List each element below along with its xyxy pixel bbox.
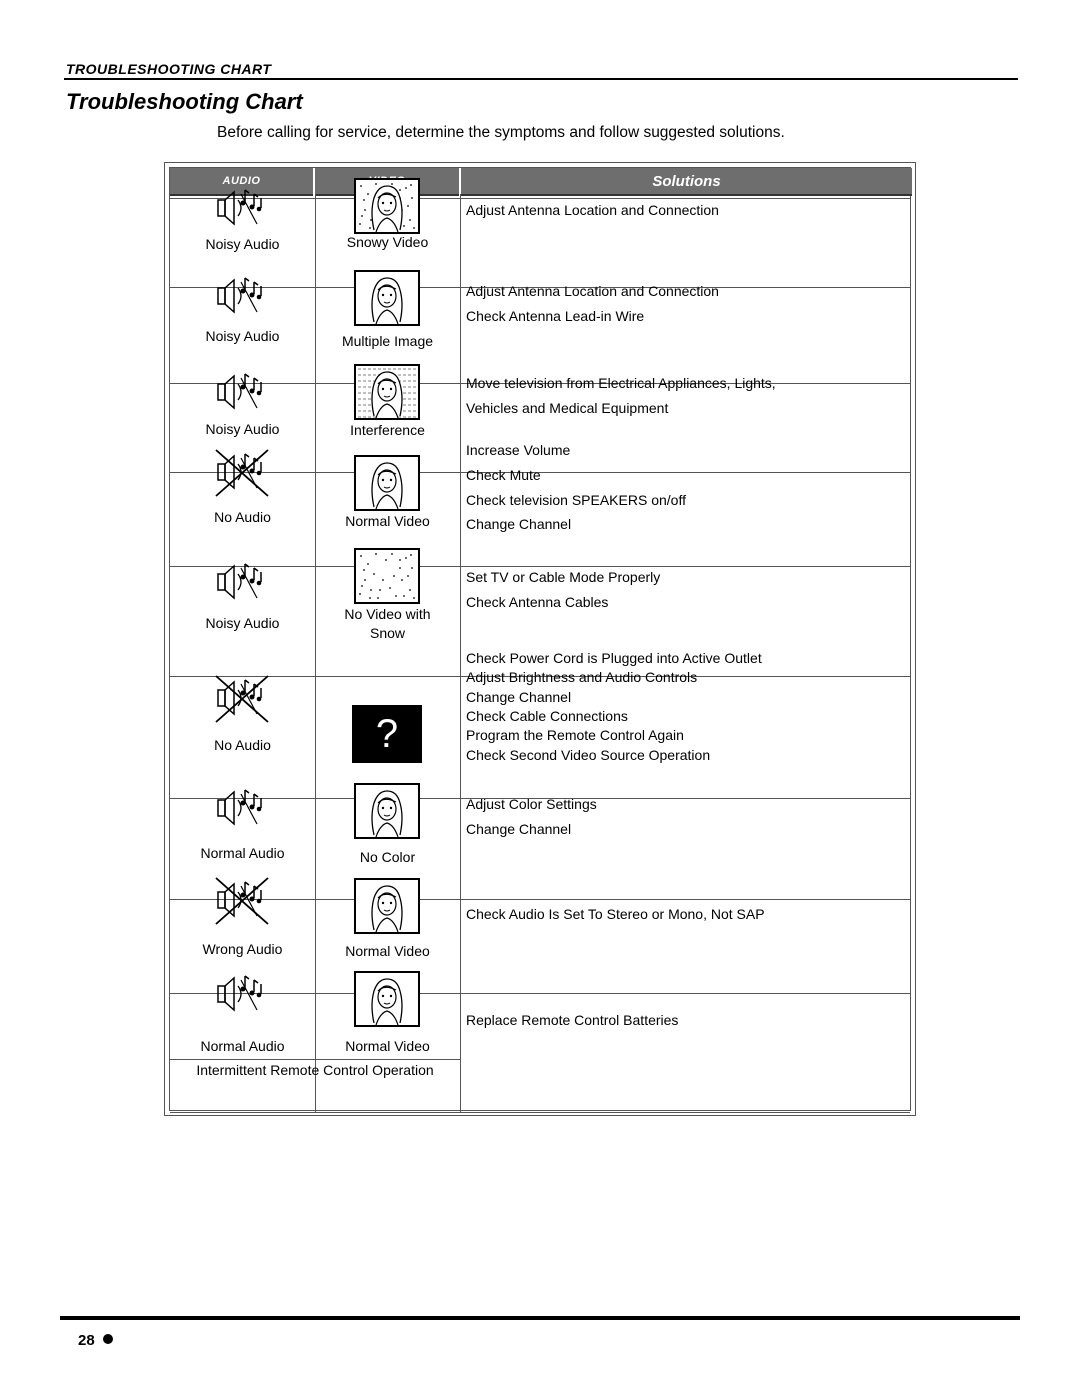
row-separator — [170, 1112, 910, 1113]
column-separator — [315, 194, 316, 1112]
row-separator — [170, 993, 910, 994]
solution-text: Adjust Color Settings — [466, 796, 597, 812]
video-label: Normal Video — [345, 943, 430, 959]
footer-rule — [60, 1316, 1020, 1320]
intro-text: Before calling for service, determine the symptoms and follow suggested solutions. — [217, 124, 785, 141]
audio-label: Normal Audio — [200, 845, 285, 861]
row-separator — [170, 899, 910, 900]
muted-speaker-icon — [214, 674, 270, 724]
audio-label: Wrong Audio — [202, 941, 283, 957]
footnote-label: Intermittent Remote Control Operation — [196, 1062, 434, 1078]
speaker-icon — [214, 970, 270, 1020]
audio-label: Noisy Audio — [205, 421, 280, 437]
tv-screen-icon — [354, 364, 420, 420]
video-label: Snow — [369, 625, 406, 641]
solutions-column-header: Solutions — [461, 168, 912, 196]
tv-screen-icon — [354, 270, 420, 326]
row-separator — [170, 1059, 460, 1060]
muted-speaker-icon — [214, 876, 270, 926]
solution-text: Adjust Antenna Location and Connection — [466, 283, 719, 299]
tv-screen-icon — [354, 783, 420, 839]
solution-text: Check Cable Connections — [466, 708, 628, 724]
solution-text: Check Second Video Source Operation — [466, 747, 711, 763]
tv-screen-icon — [354, 178, 420, 234]
video-label: No Video — [358, 748, 417, 764]
solution-text: Adjust Brightness and Audio Controls — [466, 669, 698, 685]
solution-text: Replace Remote Control Batteries — [466, 1012, 679, 1028]
audio-label: Normal Audio — [200, 1038, 285, 1054]
tv-screen-icon — [354, 878, 420, 934]
section-rule — [64, 78, 1018, 80]
video-label: Interference — [350, 422, 425, 438]
solution-text: Check Antenna Cables — [466, 594, 609, 610]
tv-screen-icon — [354, 548, 420, 604]
audio-label: Noisy Audio — [205, 236, 280, 252]
solution-text: Check Audio Is Set To Stereo or Mono, Not SAP — [466, 906, 765, 922]
solution-text: Change Channel — [466, 516, 572, 532]
solution-text: Vehicles and Medical Equipment — [466, 400, 669, 416]
bullet-icon — [103, 1334, 113, 1344]
solution-text: Adjust Antenna Location and Connection — [466, 202, 719, 218]
solution-text: Check Antenna Lead-in Wire — [466, 308, 645, 324]
video-label: No Color — [359, 849, 416, 865]
audio-label: No Audio — [214, 509, 271, 525]
solution-text: Check television SPEAKERS on/off — [466, 492, 686, 508]
solution-text: Set TV or Cable Mode Properly — [466, 569, 661, 585]
no-video-screen-icon: ? — [352, 705, 422, 763]
audio-column-header: AUDIO — [170, 168, 313, 196]
solution-text: Increase Volume — [466, 442, 571, 458]
audio-label: Noisy Audio — [205, 615, 280, 631]
solution-text: Change Channel — [466, 821, 572, 837]
video-label: Normal Video — [345, 513, 430, 529]
solution-text: Move television from Electrical Appliances, Lights, — [466, 375, 776, 391]
row-separator — [170, 566, 910, 567]
video-label: Snowy Video — [346, 234, 429, 250]
page-number: 28 — [78, 1332, 95, 1349]
column-separator — [460, 194, 461, 1112]
solution-text: Program the Remote Control Again — [466, 727, 684, 743]
solution-text: Check Mute — [466, 467, 541, 483]
video-label: Multiple Image — [341, 333, 434, 349]
speaker-icon — [214, 272, 270, 322]
row-separator — [170, 198, 910, 199]
video-label: Normal Video — [345, 1038, 430, 1054]
tv-screen-icon — [354, 971, 420, 1027]
speaker-icon — [214, 784, 270, 834]
audio-label: Noisy Audio — [205, 328, 280, 344]
solution-text: Change Channel — [466, 689, 572, 705]
solution-text: Check Power Cord is Plugged into Active Outlet — [466, 650, 762, 666]
video-label: No Video with — [344, 606, 431, 622]
page-title: Troubleshooting Chart — [66, 89, 303, 114]
speaker-icon — [214, 368, 270, 418]
speaker-icon — [214, 184, 270, 234]
troubleshooting-table — [164, 162, 916, 1116]
section-header: TROUBLESHOOTING CHART — [66, 61, 272, 77]
table-frame — [169, 167, 911, 1111]
speaker-icon — [214, 558, 270, 608]
tv-screen-icon — [354, 455, 420, 511]
audio-label: No Audio — [214, 737, 271, 753]
muted-speaker-icon — [214, 448, 270, 498]
